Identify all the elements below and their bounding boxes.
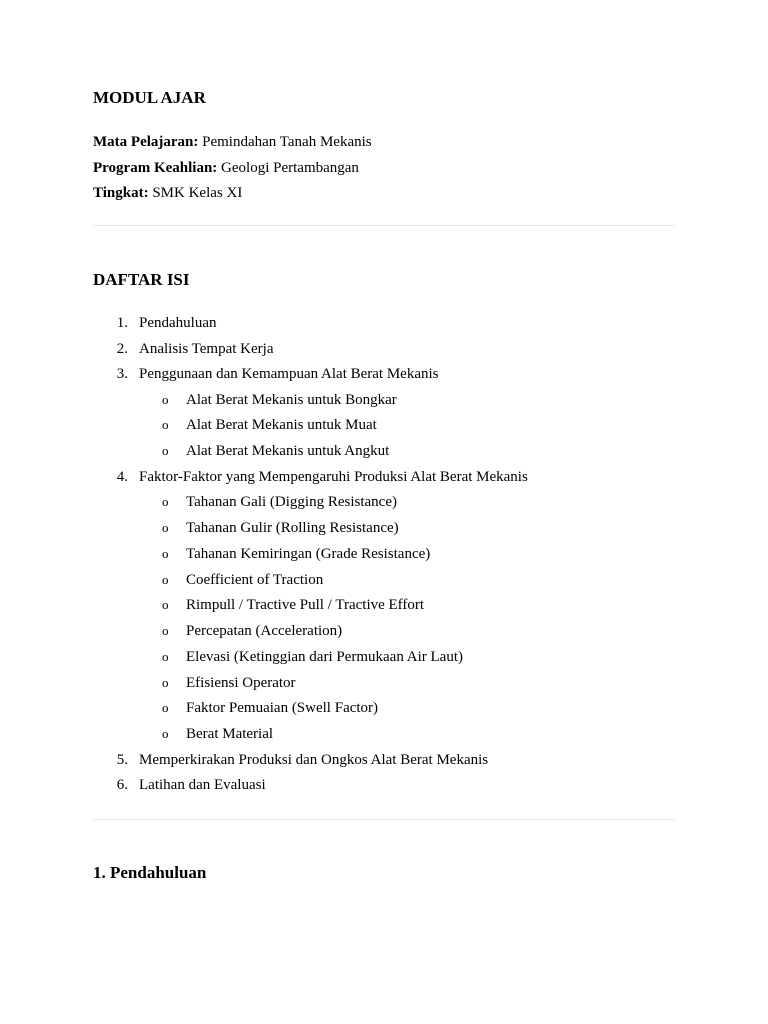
meta-value: Pemindahan Tanah Mekanis [202, 134, 372, 150]
toc-subitem [93, 543, 675, 569]
toc-item-number: 6. [116, 777, 128, 794]
toc-item-label: Memperkirakan Produksi dan Ongkos Alat Berat Mekanis [139, 751, 489, 768]
hollow-bullet-icon: o [162, 494, 169, 510]
hollow-bullet-icon: o [162, 597, 169, 613]
toc-item-label: Pendahuluan [139, 315, 217, 331]
meta-key: Tingkat: [93, 185, 149, 201]
toc-item [93, 749, 675, 775]
document-title: MODUL AJAR [93, 88, 206, 107]
meta-key: Mata Pelajaran: [93, 134, 199, 150]
toc-item [93, 363, 675, 389]
hollow-bullet-icon: o [162, 520, 169, 535]
horizontal-divider [93, 225, 675, 226]
toc-item-label: Analisis Tempat Kerja [139, 340, 274, 357]
toc-subitem [93, 389, 675, 415]
toc-subitem [93, 723, 675, 749]
toc-item-number: 3. [116, 366, 128, 382]
hollow-bullet-icon: o [162, 571, 169, 587]
toc-item [93, 774, 675, 800]
toc-subitem [93, 594, 675, 620]
document-meta [93, 130, 372, 207]
meta-row-subject [93, 130, 372, 156]
toc-subitem-label: Rimpull / Tractive Pull / Tractive Effort [186, 597, 425, 614]
toc-heading: DAFTAR ISI [93, 270, 190, 289]
hollow-bullet-icon: o [162, 700, 169, 716]
toc-subitem-label: Tahanan Kemiringan (Grade Resistance) [186, 545, 431, 562]
toc-item-number: 1. [116, 315, 128, 331]
meta-row-level [93, 181, 372, 207]
toc-item-label: Penggunaan dan Kemampuan Alat Berat Mekanis [139, 366, 439, 382]
toc-subitem-label: Alat Berat Mekanis untuk Muat [186, 417, 377, 434]
toc-item-label: Latihan dan Evaluasi [139, 777, 266, 794]
horizontal-divider [93, 819, 675, 820]
toc-subitem [93, 517, 675, 543]
toc-subitem-label: Percepatan (Acceleration) [186, 623, 343, 639]
hollow-bullet-icon: o [162, 391, 169, 407]
hollow-bullet-icon: o [162, 545, 169, 561]
toc-subitem-label: Alat Berat Mekanis untuk Angkut [186, 443, 390, 459]
hollow-bullet-icon: o [162, 648, 169, 664]
toc-item-label: Faktor-Faktor yang Mempengaruhi Produksi Alat Berat Mekanis [139, 468, 528, 485]
toc-item-number: 4. [116, 468, 128, 485]
toc-subitem [93, 569, 675, 595]
hollow-bullet-icon: o [162, 417, 169, 433]
toc-subitem-label: Elevasi (Ketinggian dari Permukaan Air Laut) [186, 648, 463, 665]
toc-subitem-label: Efisiensi Operator [186, 674, 296, 691]
toc-subitem [93, 440, 675, 466]
hollow-bullet-icon: o [162, 674, 169, 690]
section-heading: 1. Pendahuluan [93, 863, 207, 882]
toc-subitem [93, 491, 675, 517]
toc-subitem [93, 646, 675, 672]
meta-row-program [93, 156, 372, 182]
meta-key: Program Keahlian: [93, 159, 218, 176]
hollow-bullet-icon: o [162, 623, 169, 638]
toc-item [93, 466, 675, 492]
hollow-bullet-icon: o [162, 443, 169, 458]
table-of-contents [93, 312, 675, 800]
toc-item-number: 5. [116, 751, 128, 768]
meta-value: Geologi Pertambangan [221, 159, 359, 176]
meta-value: SMK Kelas XI [152, 185, 243, 201]
toc-subitem-label: Tahanan Gali (Digging Resistance) [186, 494, 397, 511]
hollow-bullet-icon: o [162, 726, 169, 741]
toc-item [93, 312, 675, 338]
toc-subitem [93, 620, 675, 646]
toc-subitem-label: Coefficient of Traction [186, 571, 324, 588]
toc-subitem [93, 672, 675, 698]
toc-item [93, 338, 675, 364]
toc-subitem [93, 414, 675, 440]
toc-subitem-label: Alat Berat Mekanis untuk Bongkar [186, 391, 397, 408]
toc-subitem-label: Faktor Pemuaian (Swell Factor) [186, 700, 379, 717]
toc-subitem-label: Tahanan Gulir (Rolling Resistance) [186, 520, 399, 536]
toc-subitem-label: Berat Material [186, 726, 274, 742]
toc-item-number: 2. [116, 340, 128, 357]
toc-subitem [93, 697, 675, 723]
